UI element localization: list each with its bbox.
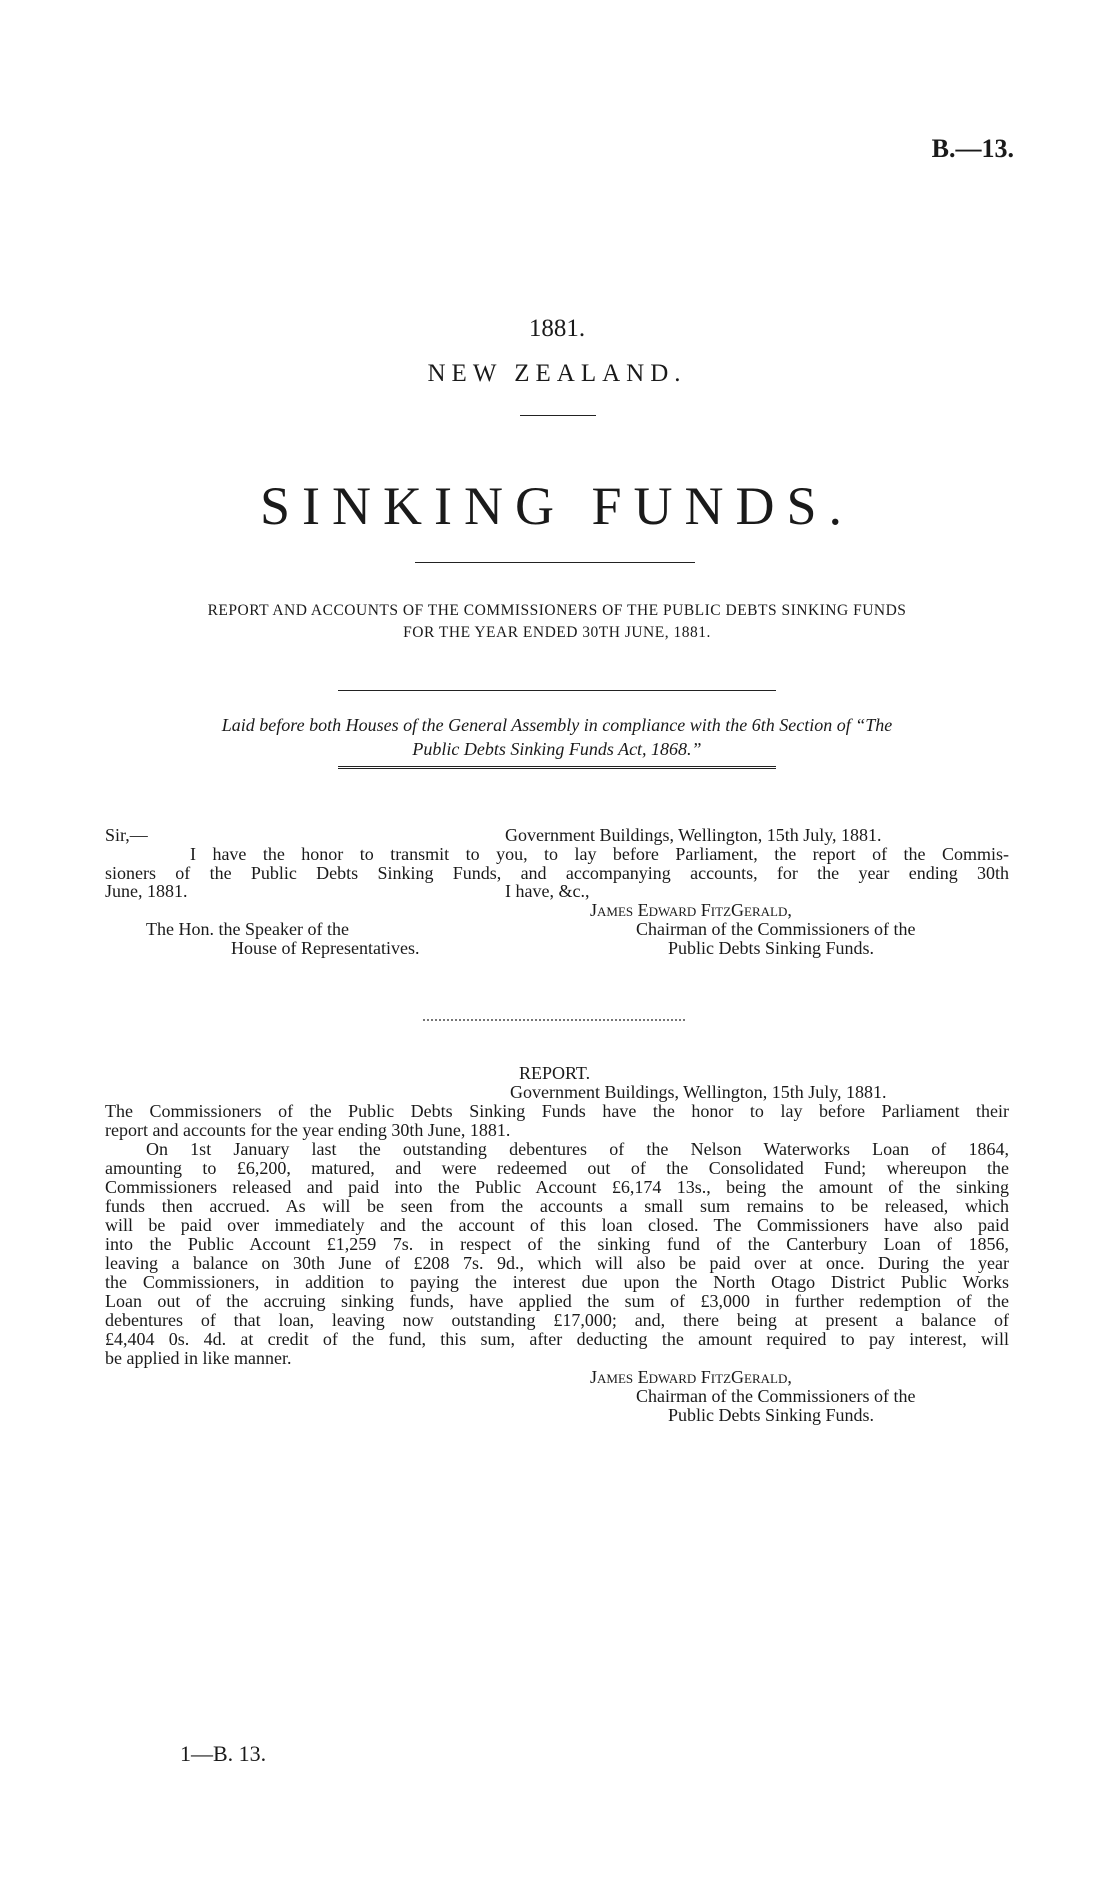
page-signature-mark: 1—B. 13. <box>180 1741 267 1766</box>
document-year: 1881. <box>528 315 586 342</box>
letter-salutation: Sir,— <box>105 825 148 845</box>
document-subtitle-line2: FOR THE YEAR ENDED 30TH JUNE, 1881. <box>403 624 711 641</box>
document-title: SINKING FUNDS. <box>259 476 855 536</box>
letter-recipient-line2: House of Representatives. <box>231 938 420 958</box>
letter-closing: I have, &c., <box>505 881 590 901</box>
laid-before-note: Laid before both Houses of the General Assembly in compliance with the 6th Section of “The <box>221 715 893 735</box>
report-line: into the Public Account £1,259 7s. in respect of the sinking fund of the Canterbury Loan of 1856, <box>105 1234 1009 1254</box>
report-line: leaving a balance on 30th June of £208 7s. 9d., which will also be paid over at once. During the year <box>105 1253 1009 1273</box>
report-signatory-title: Chairman of the Commissioners of the <box>636 1386 916 1406</box>
letter-body-line2: sioners of the Public Debts Sinking Funds, and accompanying accounts, for the year ending 30th <box>105 863 1009 883</box>
report-line: be applied in like manner. <box>105 1348 292 1368</box>
letter-body-line3: June, 1881. <box>105 881 188 901</box>
letter-address: Government Buildings, Wellington, 15th July, 1881. <box>505 825 882 845</box>
report-line: The Commissioners of the Public Debts Sinking Funds have the honor to lay before Parliament their <box>105 1101 1009 1121</box>
report-line: On 1st January last the outstanding debentures of the Nelson Waterworks Loan of 1864, <box>146 1139 1009 1159</box>
report-line: the Commissioners, in addition to paying the interest due upon the North Otago District Public Works <box>105 1272 1009 1292</box>
letter-signatory-title: Chairman of the Commissioners of the <box>636 919 916 939</box>
report-line: debentures of that loan, leaving now outstanding £17,000; and, there being at present a balance of <box>105 1310 1009 1330</box>
report-heading: REPORT. <box>519 1063 591 1083</box>
title-divider-short <box>520 415 596 416</box>
report-line: funds then accrued. As will be seen from the accounts a small sum remains to be released, which <box>105 1196 1009 1216</box>
report-line: amounting to £6,200, matured, and were redeemed out of the Consolidated Fund; whereupon the <box>105 1158 1009 1178</box>
report-signatory: James Edward FitzGerald, <box>590 1367 792 1387</box>
document-country: NEW ZEALAND. <box>427 360 687 387</box>
report-line: will be paid over immediately and the account of this loan closed. The Commissioners have also paid <box>105 1215 1009 1235</box>
subtitle-divider <box>338 690 776 691</box>
letter-signatory: James Edward FitzGerald, <box>590 900 792 920</box>
report-line: report and accounts for the year ending 30th June, 1881. <box>105 1120 511 1140</box>
report-line: Commissioners released and paid into the Public Account £6,174 13s., being the amount of the sinking <box>105 1177 1009 1197</box>
report-line: Loan out of the accruing sinking funds, have applied the sum of £3,000 in further redemption of the <box>105 1291 1009 1311</box>
document-reference: B.—13. <box>931 134 1014 163</box>
report-line: £4,404 0s. 4d. at credit of the fund, this sum, after deducting the amount required to pay interest, will <box>105 1329 1009 1349</box>
report-signatory-title-line2: Public Debts Sinking Funds. <box>668 1405 875 1425</box>
title-divider <box>415 562 695 563</box>
letter-body-line1: I have the honor to transmit to you, to lay before Parliament, the report of the Commis- <box>190 844 1009 864</box>
section-separator <box>423 1019 685 1021</box>
laid-divider <box>338 766 776 769</box>
laid-before-note-line2: Public Debts Sinking Funds Act, 1868.” <box>412 739 702 759</box>
letter-signatory-title-line2: Public Debts Sinking Funds. <box>668 938 875 958</box>
report-address: Government Buildings, Wellington, 15th July, 1881. <box>510 1082 887 1102</box>
document-subtitle: REPORT AND ACCOUNTS OF THE COMMISSIONERS OF THE PUBLIC DEBTS SINKING FUNDS <box>207 602 907 619</box>
letter-recipient: The Hon. the Speaker of the <box>146 919 349 939</box>
